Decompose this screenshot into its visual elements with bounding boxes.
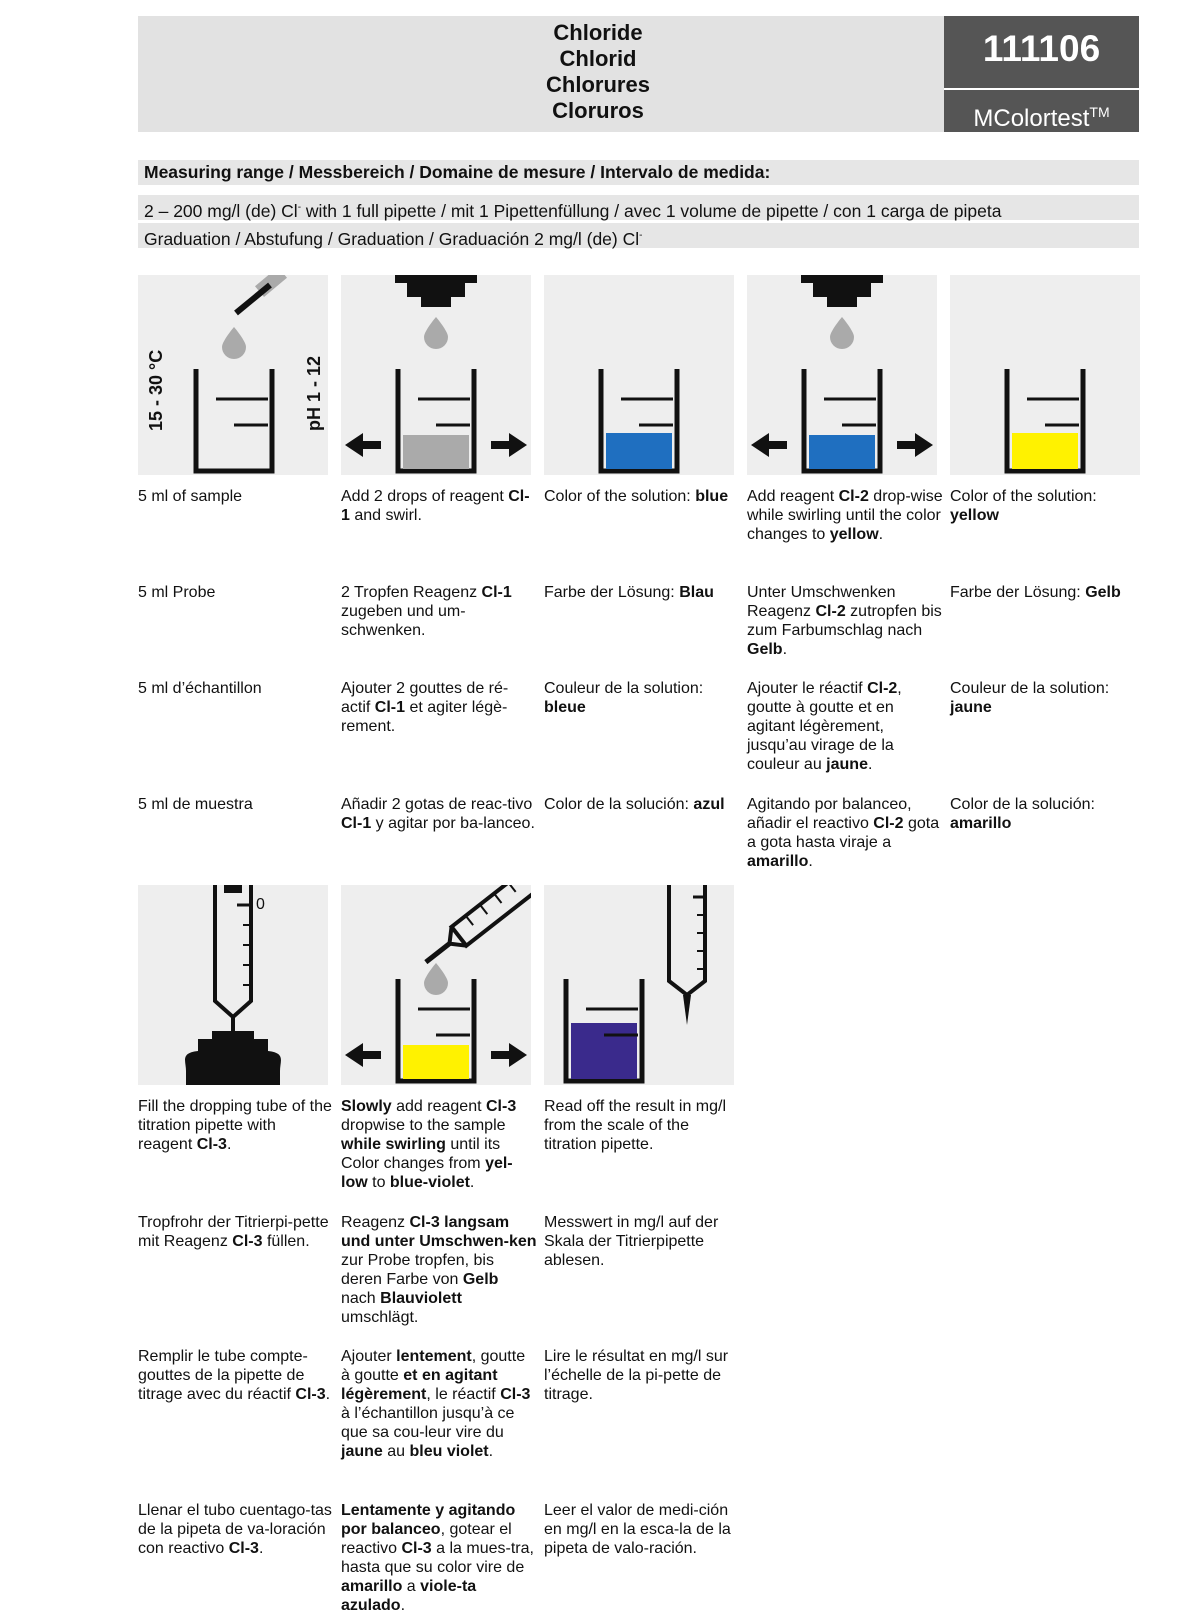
body-text: Remplir le tube compte-gouttes de la pipette de titrage avec du réactif [138, 1348, 308, 1403]
body-text: . [226, 1136, 232, 1153]
step5-text-es [950, 795, 1146, 833]
step2-text-fr [341, 679, 537, 736]
body-text: zutropfen bis zum Farbumschlag nach [747, 603, 942, 639]
body-text: Color of the solution: [950, 488, 1097, 505]
read-result-icon [544, 885, 734, 1085]
body-text: y agitar por ba-lanceo. [371, 815, 535, 832]
temperature-label: 15 - 30 °C [146, 349, 166, 431]
body-text: Add reagent [747, 488, 839, 505]
body-text: , goutte à goutte [341, 1348, 526, 1384]
emphasis-text: Cl-1 [341, 815, 372, 832]
emphasis-text: Cl-3 [295, 1386, 326, 1403]
body-text: . [325, 1386, 331, 1403]
body-text: füllen. [262, 1233, 310, 1250]
step6-panel [138, 885, 328, 1085]
range-pre: 2 – 200 mg/l (de) Cl [144, 200, 298, 221]
body-text: à l’échantillon jusqu’à ce que sa cou-leur vire du [341, 1405, 515, 1441]
emphasis-text: Cl-1 [481, 584, 512, 601]
step4-text-de [747, 583, 943, 659]
title-fr: Chlorures [546, 72, 650, 97]
emphasis-text: yel-low [341, 1155, 513, 1191]
step4-text-en [747, 487, 943, 544]
body-text: Agitando por balanceo, añadir el reactivo [747, 796, 912, 832]
emphasis-text: Cl-1 [374, 699, 406, 716]
body-text: . [808, 853, 813, 870]
emphasis-text: Slowly [341, 1098, 392, 1115]
emphasis-text: et en agitant légèrement [341, 1367, 498, 1403]
emphasis-text: Cl-3 [500, 1386, 531, 1403]
step8-panel [544, 885, 734, 1085]
body-text: . [469, 1174, 475, 1191]
emphasis-text: azul [693, 796, 725, 813]
step7-panel [341, 885, 531, 1085]
step1-text-fr [138, 679, 334, 698]
brand-name [944, 94, 1139, 137]
emphasis-text: Cl-3 [232, 1233, 263, 1250]
step3-text-fr [544, 679, 740, 717]
step6-text-en [138, 1097, 334, 1154]
body-text: , goutte à goutte et en agitant légèrement, jusqu’au virage de la couleur au [747, 680, 902, 773]
step5-text-fr [950, 679, 1146, 717]
step8-text-es [544, 1501, 740, 1558]
product-titles [138, 20, 1058, 124]
body-text: 5 ml of sample [138, 488, 243, 505]
step7-text-en [341, 1097, 537, 1192]
titration-dropwise-icon [341, 885, 531, 1085]
emphasis-text: Cl-2 [867, 680, 898, 697]
dropper-bottle-icon [341, 275, 531, 475]
title-es: Cloruros [552, 98, 644, 123]
body-text: Add 2 drops of reagent [341, 488, 509, 505]
body-text: au [382, 1443, 410, 1460]
step5-text-en [950, 487, 1146, 525]
emphasis-text: Cl-3 langsam und unter Umschwen-ken [341, 1214, 537, 1250]
emphasis-text: blue [695, 488, 729, 505]
step1-panel [138, 275, 328, 475]
step4-text-es [747, 795, 943, 871]
beaker-yellow-icon [950, 275, 1140, 475]
step7-text-de [341, 1213, 537, 1327]
body-text: Unter Umschwenken Reagenz [747, 584, 896, 620]
step2-text-de [341, 583, 537, 640]
step1-text-en [138, 487, 334, 506]
emphasis-text: blue-violet [389, 1174, 470, 1191]
body-text: umschlägt. [341, 1309, 419, 1326]
body-text: Ajouter [341, 1348, 397, 1365]
emphasis-text: bleu violet [409, 1443, 489, 1460]
body-text: . [400, 1597, 406, 1614]
step2-panel [341, 275, 531, 475]
body-text: zur Probe tropfen, bis deren Farbe von [341, 1252, 494, 1288]
body-text: Tropfrohr der Titrierpi-pette mit Reagenz [138, 1214, 329, 1250]
emphasis-text: lentement [396, 1348, 472, 1365]
step1-text-de [138, 583, 334, 602]
dropper-bottle-blue-icon [747, 275, 937, 475]
body-text: Read off the result in mg/l from the scale of the titration pipette. [544, 1098, 727, 1153]
step5-text-de [950, 583, 1146, 602]
emphasis-text: Cl-3 [485, 1098, 517, 1115]
brand-text: MColortest [973, 105, 1090, 132]
body-text: Couleur de la solution: [544, 680, 704, 697]
body-text: Messwert in mg/l auf der Skala der Titrierpipette ablesen. [544, 1214, 719, 1269]
body-text: . [878, 526, 884, 543]
body-text: Farbe der Lösung: [950, 584, 1086, 601]
body-text: a [402, 1578, 421, 1595]
step6-text-fr [138, 1347, 334, 1404]
step7-text-fr [341, 1347, 537, 1461]
emphasis-text: bleue [544, 699, 586, 716]
title-en: Chloride [553, 20, 643, 45]
body-text: zugeben und um-schwenken. [341, 603, 466, 639]
body-text: Color de la solución: [950, 796, 1095, 813]
body-text: Ajouter le réactif [747, 680, 868, 697]
body-text: Color of the solution: [544, 488, 696, 505]
emphasis-text: Cl-3 [196, 1136, 227, 1153]
emphasis-text: while swirling [341, 1136, 446, 1153]
scale-zero-label: 0 [256, 896, 265, 913]
step7-text-es [341, 1501, 537, 1615]
graduation-line [138, 223, 1139, 248]
body-text: Lire le résultat en mg/l sur l’échelle de la pi-pette de titrage. [544, 1348, 729, 1403]
step1-text-es [138, 795, 334, 814]
step2-text-en [341, 487, 537, 525]
emphasis-text: Cl-2 [815, 603, 846, 620]
emphasis-text: Lentamente y agitando por balanceo [341, 1502, 516, 1538]
emphasis-text: amarillo [950, 815, 1012, 832]
body-text: Fill the dropping tube of the titration pipette with reagent [138, 1098, 332, 1153]
body-text: Leer el valor de medi-ción en mg/l en la esca-la de la pipeta de valo-ración. [544, 1502, 731, 1557]
emphasis-text: Gelb [462, 1271, 499, 1288]
emphasis-text: yellow [950, 507, 999, 524]
body-text: to [367, 1174, 390, 1191]
body-text: . [867, 756, 873, 773]
range-sup: - [297, 202, 302, 213]
body-text: Ajouter 2 gouttes de ré-actif [341, 680, 509, 716]
body-text: nach [341, 1290, 381, 1307]
title-de: Chlorid [559, 46, 637, 71]
beaker-blue-icon [544, 275, 734, 475]
graduation-text: Graduation / Abstufung / Graduation / Graduación 2 mg/l (de) Cl [144, 228, 640, 249]
body-text: a la mues-tra, hasta que su color vire de [341, 1540, 534, 1576]
step3-panel [544, 275, 734, 475]
graduation-sup: - [639, 230, 643, 241]
step2-text-es [341, 795, 537, 833]
body-text: , gotear el reactivo [341, 1521, 512, 1557]
emphasis-text: jaune [826, 756, 868, 773]
body-text: . [488, 1443, 494, 1460]
emphasis-text: jaune [950, 699, 992, 716]
body-text: . [782, 641, 788, 658]
emphasis-text: Gelb [747, 641, 783, 658]
emphasis-text: amarillo [341, 1578, 403, 1595]
body-text: 5 ml d’échantillon [138, 680, 262, 697]
step3-text-en [544, 487, 740, 506]
emphasis-text: Cl-2 [873, 815, 904, 832]
step4-text-fr [747, 679, 943, 774]
step8-text-en [544, 1097, 740, 1154]
product-code: 111106 [982, 28, 1101, 69]
emphasis-text: Cl-2 [838, 488, 869, 505]
emphasis-text: Cl-3 [228, 1540, 259, 1557]
step8-text-de [544, 1213, 740, 1270]
divider [944, 88, 1139, 90]
emphasis-text: jaune [341, 1443, 383, 1460]
step3-text-es [544, 795, 740, 814]
body-text: 5 ml de muestra [138, 796, 253, 813]
body-text: Couleur de la solution: [950, 680, 1110, 697]
titration-pipette-fill-icon [138, 885, 328, 1085]
product-code-box [944, 16, 1139, 132]
emphasis-text: Blauviolett [380, 1290, 462, 1307]
range-post: with 1 full pipette / mit 1 Pipettenfüllung / avec 1 volume de pipette / con 1 carga de pipeta [301, 200, 1002, 221]
body-text: dropwise to the sample [341, 1117, 506, 1134]
emphasis-text: Cl-1 [341, 488, 530, 524]
body-text: Farbe der Lösung: [544, 584, 680, 601]
body-text: until its Color changes from [341, 1136, 501, 1172]
body-text: 2 Tropfen Reagenz [341, 584, 482, 601]
step6-text-de [138, 1213, 334, 1251]
emphasis-text: amarillo [747, 853, 809, 870]
step8-text-fr [544, 1347, 740, 1404]
measuring-range-heading: Measuring range / Messbereich / Domaine de mesure / Intervalo de medida: [138, 160, 1139, 185]
body-text: et agiter légè-rement. [341, 699, 508, 735]
beaker-sample-icon [138, 275, 328, 475]
body-text: Añadir 2 gotas de reac-tivo [341, 796, 533, 813]
body-text: and swirl. [349, 507, 422, 524]
body-text: gota a gota hasta viraje a [747, 815, 940, 851]
step3-text-de [544, 583, 740, 602]
step4-panel [747, 275, 937, 475]
ph-label: pH 1 - 12 [304, 355, 324, 431]
body-text: , le réactif [426, 1386, 501, 1403]
body-text: Llenar el tubo cuentago-tas de la pipeta de va-loración con reactivo [138, 1502, 332, 1557]
body-text: drop-wise while swirling until the color changes to [747, 488, 943, 543]
trademark: TM [1089, 104, 1110, 120]
emphasis-text: Gelb [1085, 584, 1121, 601]
body-text: Color de la solución: [544, 796, 694, 813]
body-text: add reagent [391, 1098, 486, 1115]
emphasis-text: Blau [679, 584, 714, 601]
emphasis-text: Cl-3 [401, 1540, 432, 1557]
step5-panel [950, 275, 1140, 475]
body-text: . [258, 1540, 264, 1557]
body-text: 5 ml Probe [138, 584, 216, 601]
emphasis-text: viole-ta azulado [341, 1578, 477, 1614]
step6-text-es [138, 1501, 334, 1558]
emphasis-text: yellow [829, 526, 879, 543]
measuring-range-line [138, 195, 1139, 220]
body-text: Reagenz [341, 1214, 410, 1231]
